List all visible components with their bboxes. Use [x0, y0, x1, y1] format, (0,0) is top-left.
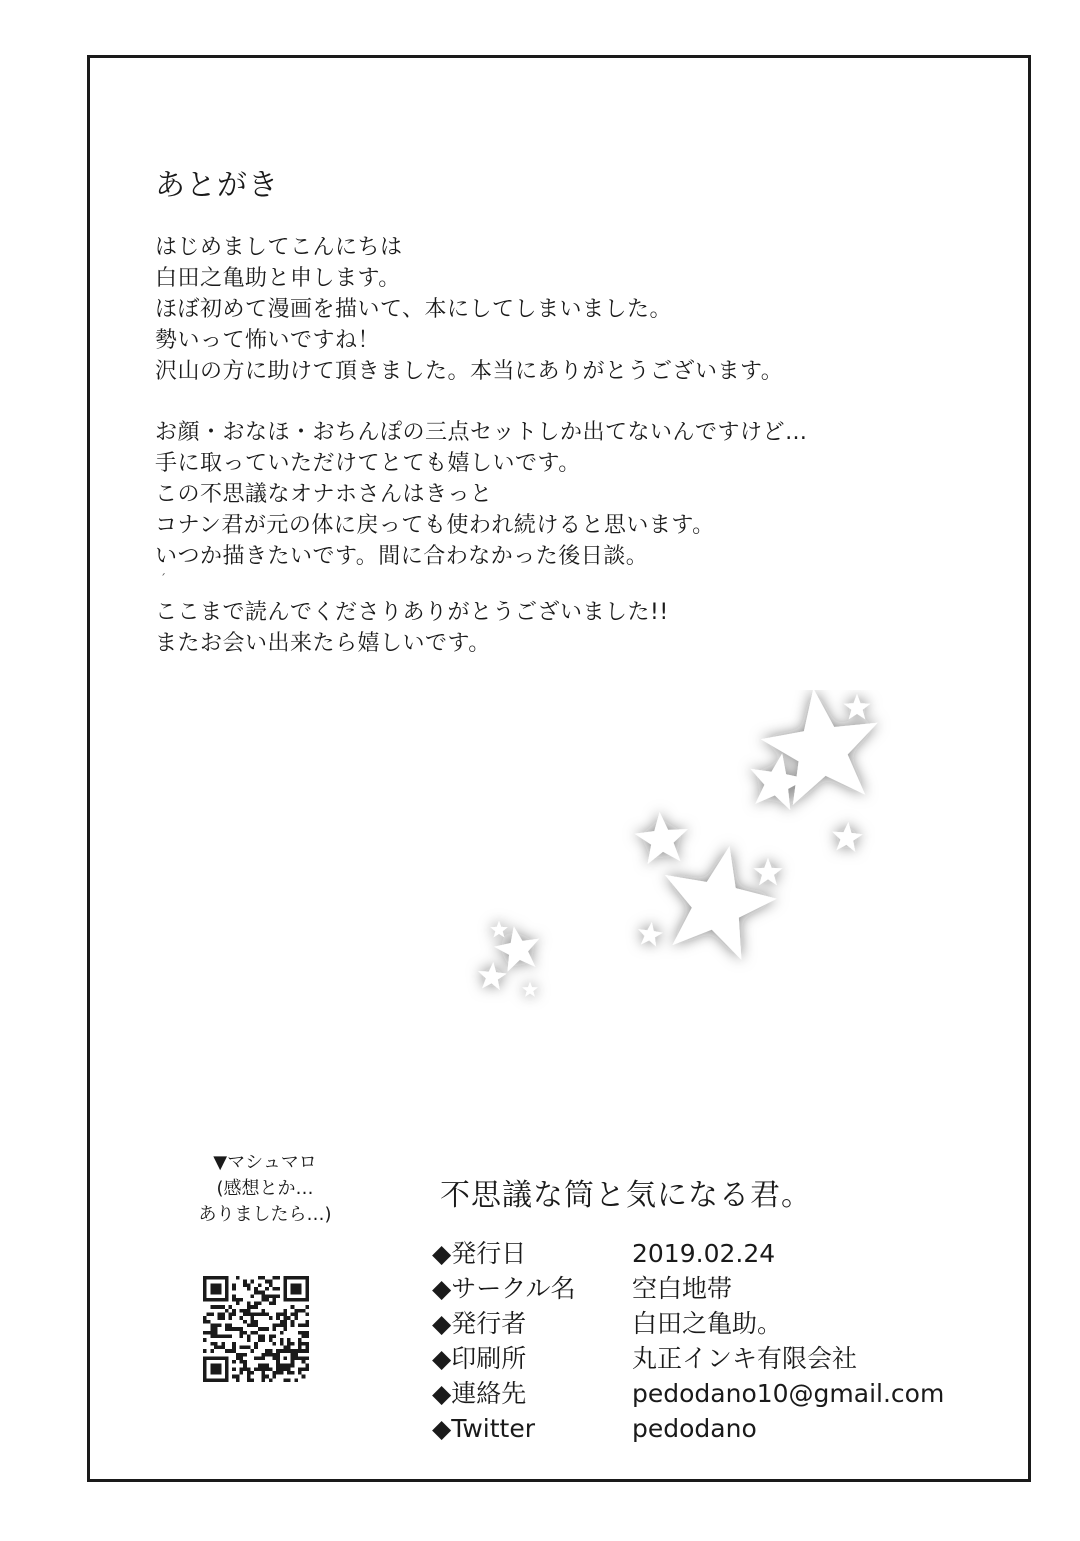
qr-caption-line: ▼マシュマロ: [213, 1152, 317, 1173]
text-line: またお会い出来たら嬉しいです。: [155, 631, 491, 656]
text-line: はじめましてこんにちは: [155, 235, 403, 260]
colophon-row-contact: [432, 1376, 944, 1411]
colophon-key: ◆印刷所: [432, 1344, 527, 1373]
text-line: ほぼ初めて漫画を描いて、本にしてしまいました。: [155, 297, 673, 322]
colophon-value: 丸正インキ有限会社: [632, 1344, 858, 1373]
afterword-paragraph-1: [155, 232, 783, 387]
text-line: ここまで読んでくださりありがとうございました!!: [155, 600, 669, 625]
text-line: 白田之亀助と申します。: [155, 266, 401, 291]
star-cluster-icon: [462, 690, 932, 1010]
star-icon: [832, 822, 862, 852]
text-line: いつか描きたいです。間に合わなかった後日談。: [155, 544, 649, 569]
stray-mark: ´: [160, 572, 166, 586]
star-icon: [490, 921, 507, 937]
text-line: お顔・おなほ・おちんぽの三点セットしか出てないんですけど…: [155, 420, 808, 445]
star-icon: [754, 858, 783, 885]
afterword-title: あとがき: [155, 168, 279, 203]
star-icon: [751, 754, 807, 811]
colophon-key: ◆連絡先: [432, 1379, 527, 1408]
colophon-row-publisher: [432, 1306, 944, 1341]
colophon-value: pedodano10@gmail.com: [632, 1379, 945, 1408]
afterword-paragraph-2: [155, 417, 808, 572]
colophon-value: 空白地帯: [632, 1274, 733, 1303]
star-icon: [522, 982, 537, 997]
qr-caption-line: (感想とか…: [216, 1178, 314, 1199]
colophon-value: 白田之亀助。: [632, 1309, 783, 1338]
colophon-key: ◆発行日: [432, 1239, 527, 1268]
colophon-key: ◆発行者: [432, 1309, 527, 1338]
afterword-paragraph-3: [155, 597, 669, 659]
star-icon: [844, 694, 871, 719]
colophon-row-twitter: [432, 1411, 944, 1446]
colophon-key: ◆Twitter: [432, 1414, 536, 1443]
colophon-key: ◆サークル名: [432, 1274, 576, 1303]
star-icon: [635, 812, 688, 864]
text-line: 勢いって怖いですね！: [155, 328, 381, 353]
qr-code-icon: [203, 1276, 309, 1382]
colophon-row-printer: [432, 1341, 944, 1376]
star-icon: [665, 846, 777, 960]
text-line: 沢山の方に助けて頂きました。本当にありがとうございます。: [155, 359, 784, 384]
star-icon: [478, 962, 506, 990]
colophon-row-date: [432, 1236, 944, 1271]
text-line: コナン君が元の体に戻っても使われ続けると思います。: [155, 513, 715, 538]
text-line: 手に取っていただけてとても嬉しいです。: [155, 451, 581, 476]
book-title: 不思議な筒と気になる君。: [440, 1178, 812, 1213]
text-line: この不思議なオナホさんはきっと: [155, 482, 493, 507]
qr-caption-line: ありましたら…): [198, 1204, 332, 1225]
colophon-row-circle: [432, 1271, 944, 1306]
colophon-value: 2019.02.24: [632, 1239, 776, 1268]
colophon: [432, 1236, 944, 1446]
star-icon: [638, 922, 663, 946]
qr-caption: [170, 1150, 360, 1228]
colophon-value: pedodano: [632, 1414, 757, 1443]
